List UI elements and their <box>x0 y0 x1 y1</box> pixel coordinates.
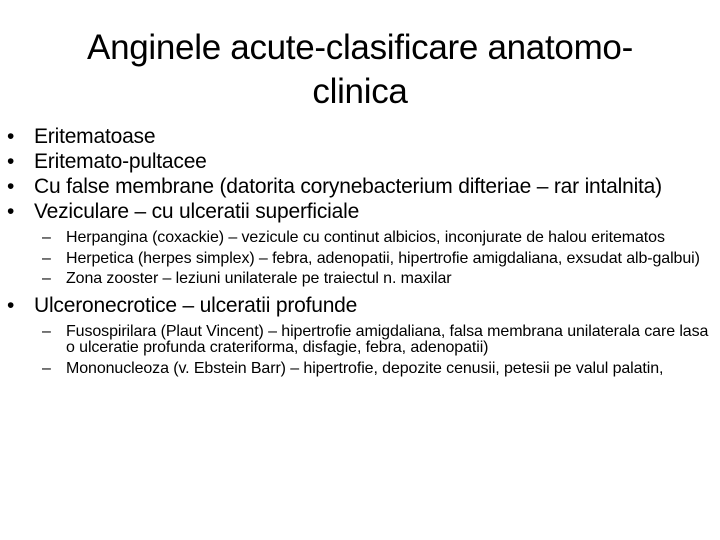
sub-item-herpangina <box>0 230 720 247</box>
dash-icon: – <box>42 249 51 267</box>
dash-icon: – <box>42 229 51 246</box>
slide-title-line-1: Anginele acute-clasificare anatomo- <box>87 28 633 67</box>
bullet-item-eritematoase <box>0 126 720 148</box>
bullet-item-veziculare <box>0 201 720 223</box>
bullet-text: Cu false membrane (datorita corynebacterium difteriae – rar intalnita) <box>34 175 662 198</box>
sub-item-text: Mononucleoza (v. Ebstein Barr) – hipertrofie, depozite cenusii, petesii pe valul palatin, <box>66 359 664 377</box>
dash-icon: – <box>42 359 51 377</box>
sub-item-text: Zona zooster – leziuni unilaterale pe traiectul n. maxilar <box>66 270 452 287</box>
bullet-icon: • <box>7 150 15 173</box>
dash-icon: – <box>42 322 51 340</box>
sub-item-text: Herpetica (herpes simplex) – febra, adenopatii, hipertrofie amigdaliana, exsudat alb-galbui) <box>66 249 700 267</box>
bullet-icon: • <box>7 175 15 198</box>
sub-item-mononucleoza <box>0 361 720 378</box>
bullet-item-ulceronecrotice <box>0 295 720 317</box>
bullet-icon: • <box>7 125 15 148</box>
bullet-icon: • <box>7 200 15 223</box>
sub-item-fusospirilara <box>0 324 720 357</box>
slide-title <box>20 26 700 114</box>
bullet-text: Ulceronecrotice – ulceratii profunde <box>34 293 358 317</box>
bullet-icon: • <box>7 293 15 317</box>
sub-item-text: Herpangina (coxackie) – vezicule cu continut albicios, inconjurate de halou eritematos <box>66 229 665 246</box>
sub-item-text: Fusospirilara (Plaut Vincent) – hipertrofie amigdaliana, falsa membrana unilaterala care lasa o ulceratie profunda crateriforma, disfagie, febra, adenopatii) <box>66 322 709 356</box>
bullet-text: Veziculare – cu ulceratii superficiale <box>34 200 360 223</box>
sub-item-zona-zooster <box>0 271 720 288</box>
bullet-item-false-membrane <box>0 176 720 198</box>
sub-item-herpetica <box>0 251 720 268</box>
slide-title-line-2: clinica <box>312 72 408 111</box>
bullet-text: Eritemato-pultacee <box>34 150 207 173</box>
bullet-list <box>0 126 720 377</box>
bullet-text: Eritematoase <box>34 125 156 148</box>
dash-icon: – <box>42 270 51 287</box>
bullet-item-eritemato-pultacee <box>0 151 720 173</box>
